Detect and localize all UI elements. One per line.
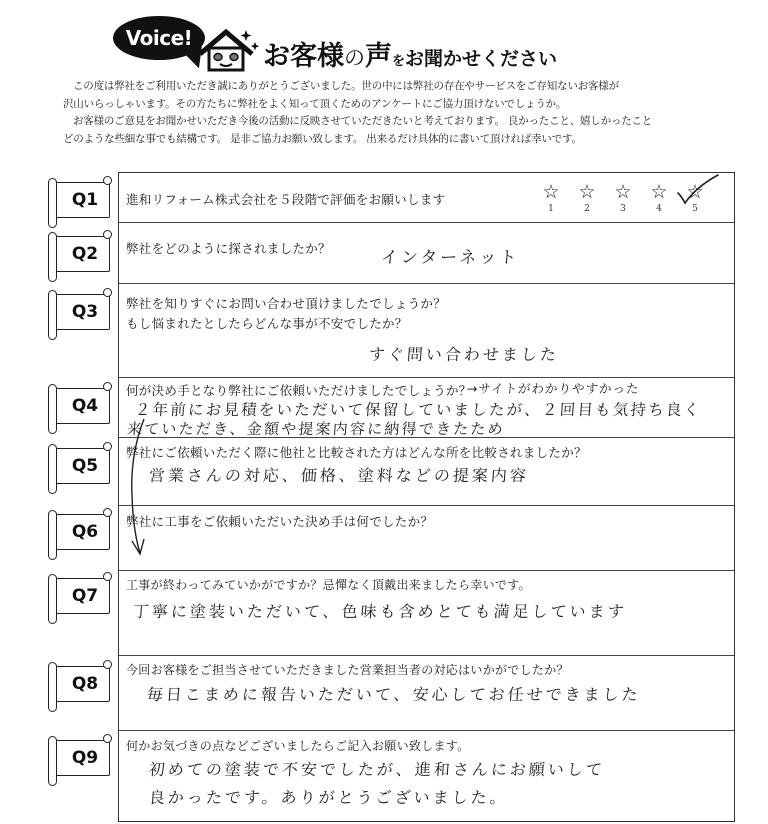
survey-form — [118, 172, 735, 822]
intro-line: お客様のご意見をお聞かせいただき今後の活動に反映させていただきたいと考えております。 良かったこと、嬉しかったこと — [73, 115, 653, 127]
q3-label: Q3 — [48, 290, 112, 330]
q8-answer: 毎日こまめに報告いただいて、安心してお任せできました — [146, 685, 642, 704]
q5-answer: 営業さんの対応、価格、塗料などの提案内容 — [148, 466, 530, 485]
q2-label: Q2 — [48, 232, 112, 272]
intro-line: この度は弊社をご利用いただき誠にありがとうございました。世の中には弊社の存在やサービスをご存知ないお客様が — [73, 80, 619, 92]
q9-answer-line2: 良かったです。ありがとうございました。 — [148, 788, 510, 807]
survey-header — [0, 0, 768, 72]
q9-answer-line1: 初めての塗装で不安でしたが、進和さんにお願いして — [148, 760, 606, 779]
q9-question: 何かお気づきの点などございましたらご記入お願い致します。 — [126, 739, 470, 753]
star-icon: ☆ — [650, 181, 668, 203]
title-voice: 声 — [365, 41, 392, 72]
star-option-1[interactable]: ☆ 1 — [540, 181, 562, 215]
star-icon: ☆ — [614, 181, 632, 203]
intro-line: 沢山いらっしゃいます。その方たちに弊社をよく知って頂くためのアンケートにご協力頂けないでしょうか。 — [63, 97, 567, 110]
q3-answer: すぐ問い合わせました — [368, 345, 560, 364]
star-option-2[interactable]: ☆ 2 — [576, 181, 598, 215]
q7-answer: 丁寧に塗装いただいて、色味も含めとても満足しています — [132, 602, 628, 621]
q6-question: 弊社に工事をご依頼いただいた決め手は何でしたか？ — [126, 514, 434, 529]
q6-label: Q6 — [48, 510, 112, 550]
q2-row — [119, 223, 734, 284]
q6-row — [119, 506, 734, 571]
q7-label: Q7 — [48, 574, 112, 614]
q2-answer: インターネット — [380, 248, 521, 268]
scroll-rod-icon — [48, 574, 57, 624]
q5-question: 弊社にご依頼いただく際に他社と比較された方はどんな所を比較されましたか？ — [126, 445, 587, 460]
scroll-rod-icon — [48, 444, 57, 494]
star-icon: ☆ — [542, 181, 560, 203]
q8-row — [119, 656, 734, 731]
q7-question: 工事が終わってみていかがですか？忌憚なく頂戴出来ましたら幸いです。 — [126, 578, 531, 592]
voice-badge: Voice! — [113, 16, 205, 60]
scroll-rod-icon — [48, 178, 57, 228]
intro-line: どのような些細な事でも結構です。 是非ご協力お願い致します。 出来るだけ具体的に書いて頂ければ幸いです。 — [63, 132, 582, 145]
scroll-rod-icon — [48, 662, 57, 712]
q7-row — [119, 571, 734, 656]
star-option-5-selected[interactable]: ☆ 5 — [684, 181, 706, 215]
scroll-rod-icon — [48, 232, 57, 282]
q4-row — [119, 378, 734, 438]
q4-answer-line2: 来ていただき、金額や提案内容に納得できたため — [126, 420, 506, 438]
q5-row — [119, 438, 734, 506]
scroll-rod-icon — [48, 510, 57, 560]
q3-question-line2: もし悩まれたとしたらどんな事が不安でしたか？ — [126, 316, 408, 331]
q1-question: 進和リフォーム株式会社を５段階で評価をお願いします — [126, 192, 446, 207]
title-please-tell: お聞かせください — [405, 48, 558, 70]
page-title — [263, 34, 557, 73]
title-particle: の — [344, 46, 365, 70]
scroll-rod-icon — [48, 736, 57, 786]
q1-row — [119, 173, 734, 223]
star-icon: ☆ — [578, 181, 596, 203]
q8-question: 今回お客様をご担当させていただきました営業担当者の対応はいかがでしたか？ — [126, 663, 569, 677]
q4-answer-inline: →サイトがわかりやすかった — [466, 381, 641, 396]
intro-text — [63, 78, 743, 148]
q9-row — [119, 731, 734, 823]
q4-answer-line1: ２年前にお見積をいただいて保留していましたが、２回目も気持ち良く — [134, 401, 702, 419]
q4-label: Q4 — [48, 384, 112, 424]
q3-question-line1: 弊社を知りすぐにお問い合わせ頂けましたでしょうか？ — [126, 296, 447, 311]
star-option-3[interactable]: ☆ 3 — [612, 181, 634, 215]
q5-label: Q5 — [48, 444, 112, 484]
q2-question: 弊社をどのように探されましたか？ — [126, 241, 331, 256]
checkmark-icon — [672, 173, 720, 207]
q3-row — [119, 284, 734, 378]
scroll-rod-icon — [48, 384, 57, 434]
q1-label: Q1 — [48, 178, 112, 218]
star-option-4[interactable]: ☆ 4 — [648, 181, 670, 215]
house-face-icon — [196, 24, 260, 74]
title-particle-wo: を — [392, 54, 406, 69]
q8-label: Q8 — [48, 662, 112, 702]
scroll-rod-icon — [48, 290, 57, 340]
star-icon: ☆ — [686, 181, 704, 203]
q4-question: 何が決め手となり弊社にご依頼いただけましたでしょうか？ — [126, 383, 472, 398]
q9-label: Q9 — [48, 736, 112, 776]
title-customers: お客様 — [263, 41, 344, 72]
